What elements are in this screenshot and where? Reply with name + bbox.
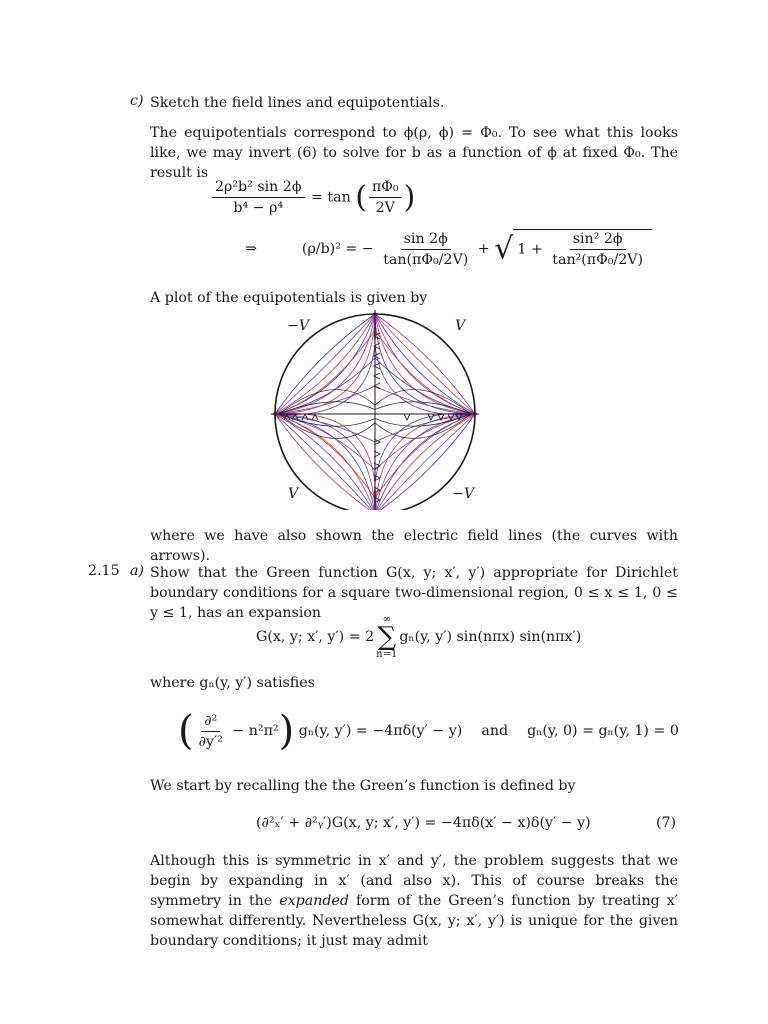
eq2-frac1-den: tan(πΦ₀/2V) — [383, 251, 469, 268]
eq2-lhs: (ρ/b)² = − — [301, 241, 374, 257]
eq2-fraction-1 — [380, 230, 471, 269]
label-top-left: −V — [287, 318, 310, 334]
eq1-rhs-fraction — [369, 178, 402, 217]
label-top-right: V — [455, 318, 466, 334]
sum-upper: ∞ — [382, 614, 391, 625]
equation-tan — [210, 178, 415, 217]
problem-number: 2.15 — [88, 563, 120, 579]
eq1-equals: = tan — [311, 189, 351, 206]
eq4-and: and — [481, 723, 509, 739]
eq3-rhs: gₙ(y, y′) sin(nπx) sin(nπx′) — [399, 629, 582, 645]
field-arrow — [404, 414, 410, 420]
final-paragraph-b: form of the Green’s function by treating x′ somewhat differently. Nevertheless G(x, y; x′, y′) is unique for the given boundary conditions; it just may admit — [150, 893, 678, 949]
eq2-sqrt-one: 1 + — [517, 241, 543, 258]
final-paragraph-emphasis: expanded — [279, 893, 349, 909]
part-c-paragraph: The equipotentials correspond to ϕ(ρ, ϕ) = Φ₀. To see what this looks like, we may invert (6) to solve for b as a function of ϕ at fixed Φ₀. The result is — [150, 125, 678, 181]
final-paragraph-a: Although this is symmetric in x′ and y′, the problem suggests that we begin by expanding in x′ (and also x). This of course breaks the symmetry in the — [150, 853, 678, 909]
eq1-lhs-num: 2ρ²b² sin 2ϕ — [212, 178, 305, 198]
equation-green-expansion — [256, 614, 581, 660]
eq1-lhs-den: b⁴ − ρ⁴ — [233, 200, 284, 216]
eq4-paren-close: ) — [278, 708, 295, 754]
plot-caption: where we have also shown the electric field lines (the curves with arrows). — [150, 528, 678, 564]
eq2-frac2-den: tan²(πΦ₀/2V) — [552, 252, 644, 268]
part-c-label: c) — [130, 93, 144, 109]
label-bottom-right: −V — [452, 486, 475, 502]
eq4-rest: gₙ(y, y′) = −4πδ(y′ − y) — [298, 723, 463, 739]
eq1-rhs-num: πΦ₀ — [369, 178, 402, 198]
sqrt-sign: √ — [494, 231, 514, 267]
recall-text: We start by recalling the the Green’s function is defined by — [150, 778, 576, 794]
eq4-paren-open: ( — [178, 708, 194, 754]
final-paragraph — [150, 851, 678, 951]
eq2-frac1-num: sin 2ϕ — [401, 230, 451, 250]
eq4-bc: gₙ(y, 0) = gₙ(y, 1) = 0 — [527, 723, 679, 739]
eq4-fraction — [196, 712, 226, 751]
sum-symbol: ∑ — [377, 622, 397, 652]
eq4-mid: − n²π² — [232, 723, 279, 739]
eq2-sqrt-body — [513, 229, 652, 269]
part-c-heading: Sketch the field lines and equipotentials. — [150, 95, 445, 111]
sum-lower: n=1 — [376, 649, 398, 660]
equation-rho-over-b — [245, 229, 652, 269]
eq2-arrow: ⇒ — [245, 241, 257, 257]
eq2-frac2-num: sin² 2ϕ — [570, 230, 626, 250]
where-text: where gₙ(y, y′) satisfies — [150, 675, 315, 691]
label-bottom-left: V — [288, 486, 299, 502]
eq4-den: ∂y′² — [198, 733, 223, 750]
problem-part-label: a) — [130, 563, 144, 579]
problem-statement: Show that the Green function G(x, y; x′, y′) appropriate for Dirichlet boundary conditions for a square two-dimensional region, 0 ≤ x ≤ 1, 0 ≤ y ≤ 1, has an expansion — [150, 565, 678, 621]
eq1-paren-close: ) — [403, 180, 416, 215]
eq2-fraction-2 — [549, 230, 646, 269]
equation-green-definition: (∂²ₓ′ + ∂²ᵧ′)G(x, y; x′, y′) = −4πδ(x′ − x)δ(y′ − y) — [256, 815, 591, 831]
equation-gn — [178, 708, 679, 754]
eq2-plus: + — [477, 241, 490, 257]
eq1-rhs-den: 2V — [375, 200, 395, 216]
summation — [376, 614, 397, 660]
equation-number: (7) — [656, 815, 677, 831]
eq3-lhs: G(x, y; x′, y′) = 2 — [256, 629, 375, 645]
eq1-paren-open: ( — [355, 180, 367, 215]
eq1-lhs-fraction — [212, 178, 305, 217]
eq4-num: ∂² — [201, 712, 220, 732]
plot-intro: A plot of the equipotentials is given by — [150, 290, 428, 306]
